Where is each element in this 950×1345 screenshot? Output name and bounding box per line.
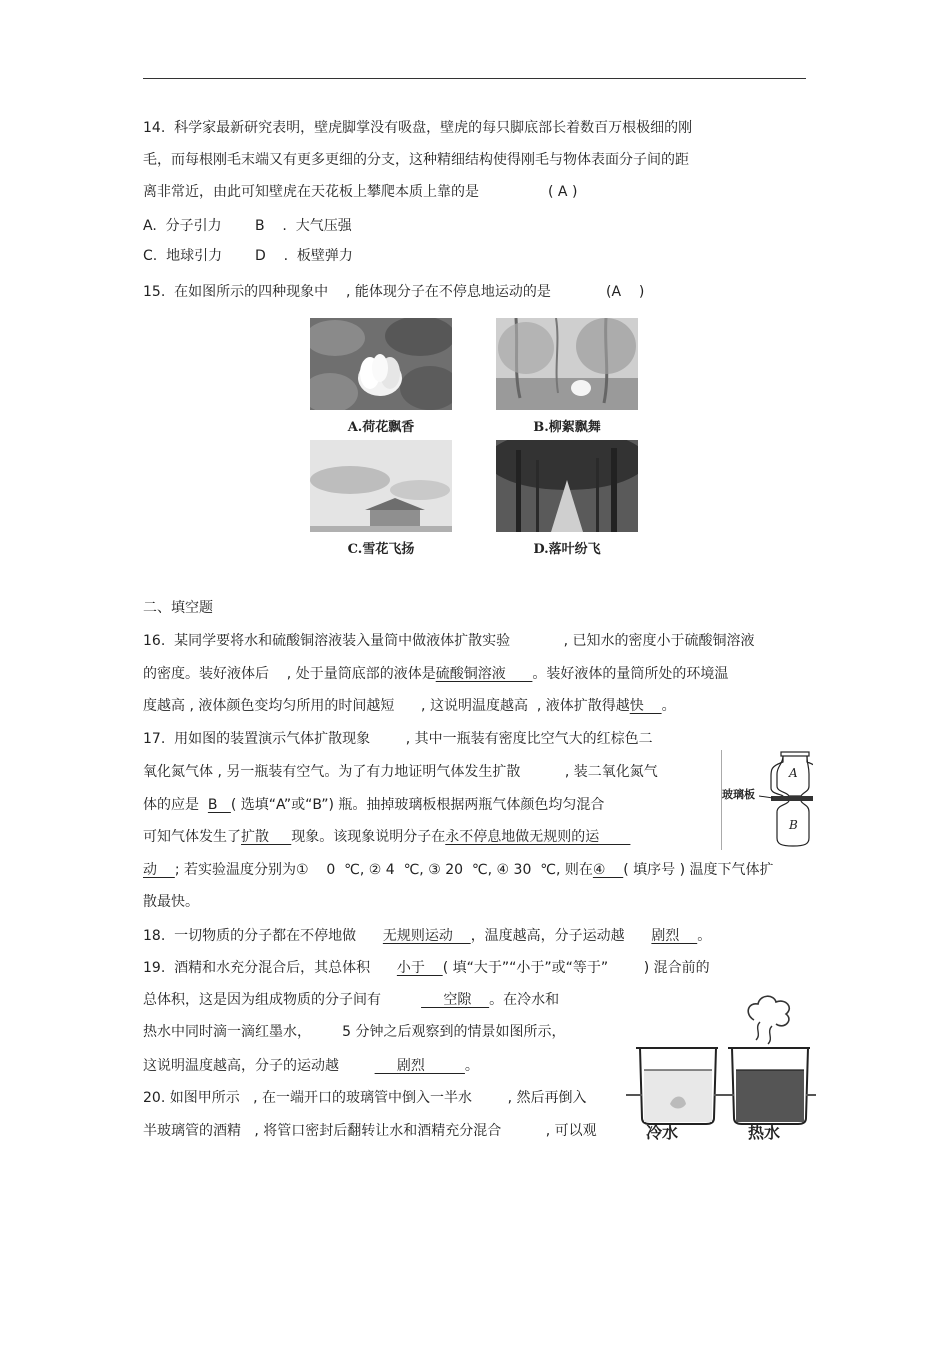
q17-line-4: 可知气体发生了扩散 现象。该现象说明分子在永不停息地做无规则的运 (143, 829, 631, 845)
q14-option-c: C. 地球引力 (143, 248, 223, 264)
q17-line-3: 体的应是 B ( 选填“A”或“B”) 瓶。抽掉玻璃板根据两瓶气体颜色均匀混合 (143, 797, 605, 813)
q20-line-1: 20. 如图甲所示 , 在一端开口的玻璃管中倒入一半水 , 然后再倒入 (143, 1090, 587, 1106)
q14-option-b: B . 大气压强 (255, 218, 352, 234)
q14-line-1: 14. 科学家最新研究表明，壁虎脚掌没有吸盘，壁虎的每只脚底部长着数百万根极细的刚 (143, 120, 693, 136)
q16-answer-3: 快 (629, 698, 662, 714)
q17-answer-3b: 动 (143, 862, 175, 878)
photo-caption-a: A.荷花飘香 (347, 420, 415, 435)
lotus-photo (310, 318, 452, 410)
q14-answer: ( A ) (548, 184, 578, 200)
q16-line-2: 的密度。装好液体后 , 处于量筒底部的液体是硫酸铜溶液 。装好液体的量筒所处的环境温 (143, 666, 729, 682)
q16-line-1: 16. 某同学要将水和硫酸铜溶液装入量筒中做液体扩散实验 , 已知水的密度小于硫酸铜溶液 (143, 633, 755, 649)
q16-answer-2: 短 (380, 698, 395, 714)
q14-line-2: 毛，而每根刚毛末端又有更多更细的分支，这种精细结构使得刚毛与物体表面分子间的距 (143, 152, 689, 168)
q19-line-1: 19. 酒精和水充分混合后，其总体积 小于 ( 填“大于”“小于”或“等于” ) 混合前的 (143, 960, 710, 976)
photo-caption-c: C.雪花飞扬 (347, 542, 415, 557)
header-rule (143, 78, 806, 79)
willow-photo (496, 318, 638, 410)
section-title: 二、填空题 (143, 600, 213, 616)
q20-line-2: 半玻璃管的酒精 , 将管口密封后翻转让水和酒精充分混合 , 可以观 (143, 1123, 597, 1139)
q18-line: 18. 一切物质的分子都在不停地做 无规则运动 ，温度越高，分子运动越 剧烈 。 (143, 928, 712, 944)
q17-answer-3: 永不停息地做无规则的运 (445, 829, 631, 845)
q14-option-d: D . 板壁弹力 (255, 248, 353, 264)
q17-answer-1: B (207, 797, 231, 813)
q19-line-3: 热水中同时滴一滴红墨水， 5 分钟之后观察到的情景如图所示， (143, 1024, 566, 1040)
q14-option-a: A. 分子引力 (143, 218, 222, 234)
q15-answer: (A ) (606, 284, 645, 300)
photo-caption-d: D.落叶纷飞 (533, 542, 601, 557)
q19-line-4: 这说明温度越高，分子的运动越 剧烈 。 (143, 1058, 479, 1074)
q17-bottle-figure (721, 750, 813, 850)
leaves-photo (496, 440, 638, 532)
q17-line-2: 氧化氮气体 , 另一瓶装有空气。为了有力地证明气体发生扩散 , 装二氧化氮气 (143, 764, 658, 780)
q19-answer-2: 空隙 (421, 992, 490, 1008)
q19-answer-3: 剧烈 (374, 1058, 465, 1074)
q16-answer-1: 硫酸铜溶液 (435, 666, 533, 682)
q16-line-3: 度越高 , 液体颜色变均匀所用的时间越短 , 这说明温度越高 , 液体扩散得越快 。 (143, 698, 676, 714)
q18-answer-2: 剧烈 (651, 928, 698, 944)
q17-answer-2: 扩散 (241, 829, 292, 845)
photo-caption-b: B.柳絮飘舞 (533, 420, 601, 435)
q15-line-1: 15. 在如图所示的四种现象中 , 能体现分子在不停息地运动的是 (143, 284, 551, 300)
q19-beaker-figure (626, 990, 816, 1142)
q17-line-1: 17. 用如图的装置演示气体扩散现象 , 其中一瓶装有密度比空气大的红棕色二 (143, 731, 653, 747)
hot-water-label: 热水 (748, 1123, 781, 1142)
bottle-b-label: B (789, 818, 798, 832)
q19-answer-1: 小于 (396, 960, 443, 976)
bottle-a-label: A (789, 766, 798, 780)
cold-water-label: 冷水 (646, 1123, 679, 1142)
glass-plate-label: 玻璃板 (722, 788, 755, 801)
q17-line-5: 动 ; 若实验温度分别为① 0 ℃, ② 4 ℃, ③ 20 ℃, ④ 30 ℃, 则在④ ( 填序号 ) 温度下气体扩 (143, 862, 774, 878)
q19-line-2: 总体积，这是因为组成物质的分子间有 空隙 。在冷水和 (143, 992, 560, 1008)
q18-answer-1: 无规则运动 (382, 928, 471, 944)
q17-answer-4: ④ (592, 862, 624, 878)
q17-line-6: 散最快。 (143, 894, 199, 910)
snow-photo (310, 440, 452, 532)
q14-line-3: 离非常近，由此可知壁虎在天花板上攀爬本质上靠的是 (143, 184, 479, 200)
